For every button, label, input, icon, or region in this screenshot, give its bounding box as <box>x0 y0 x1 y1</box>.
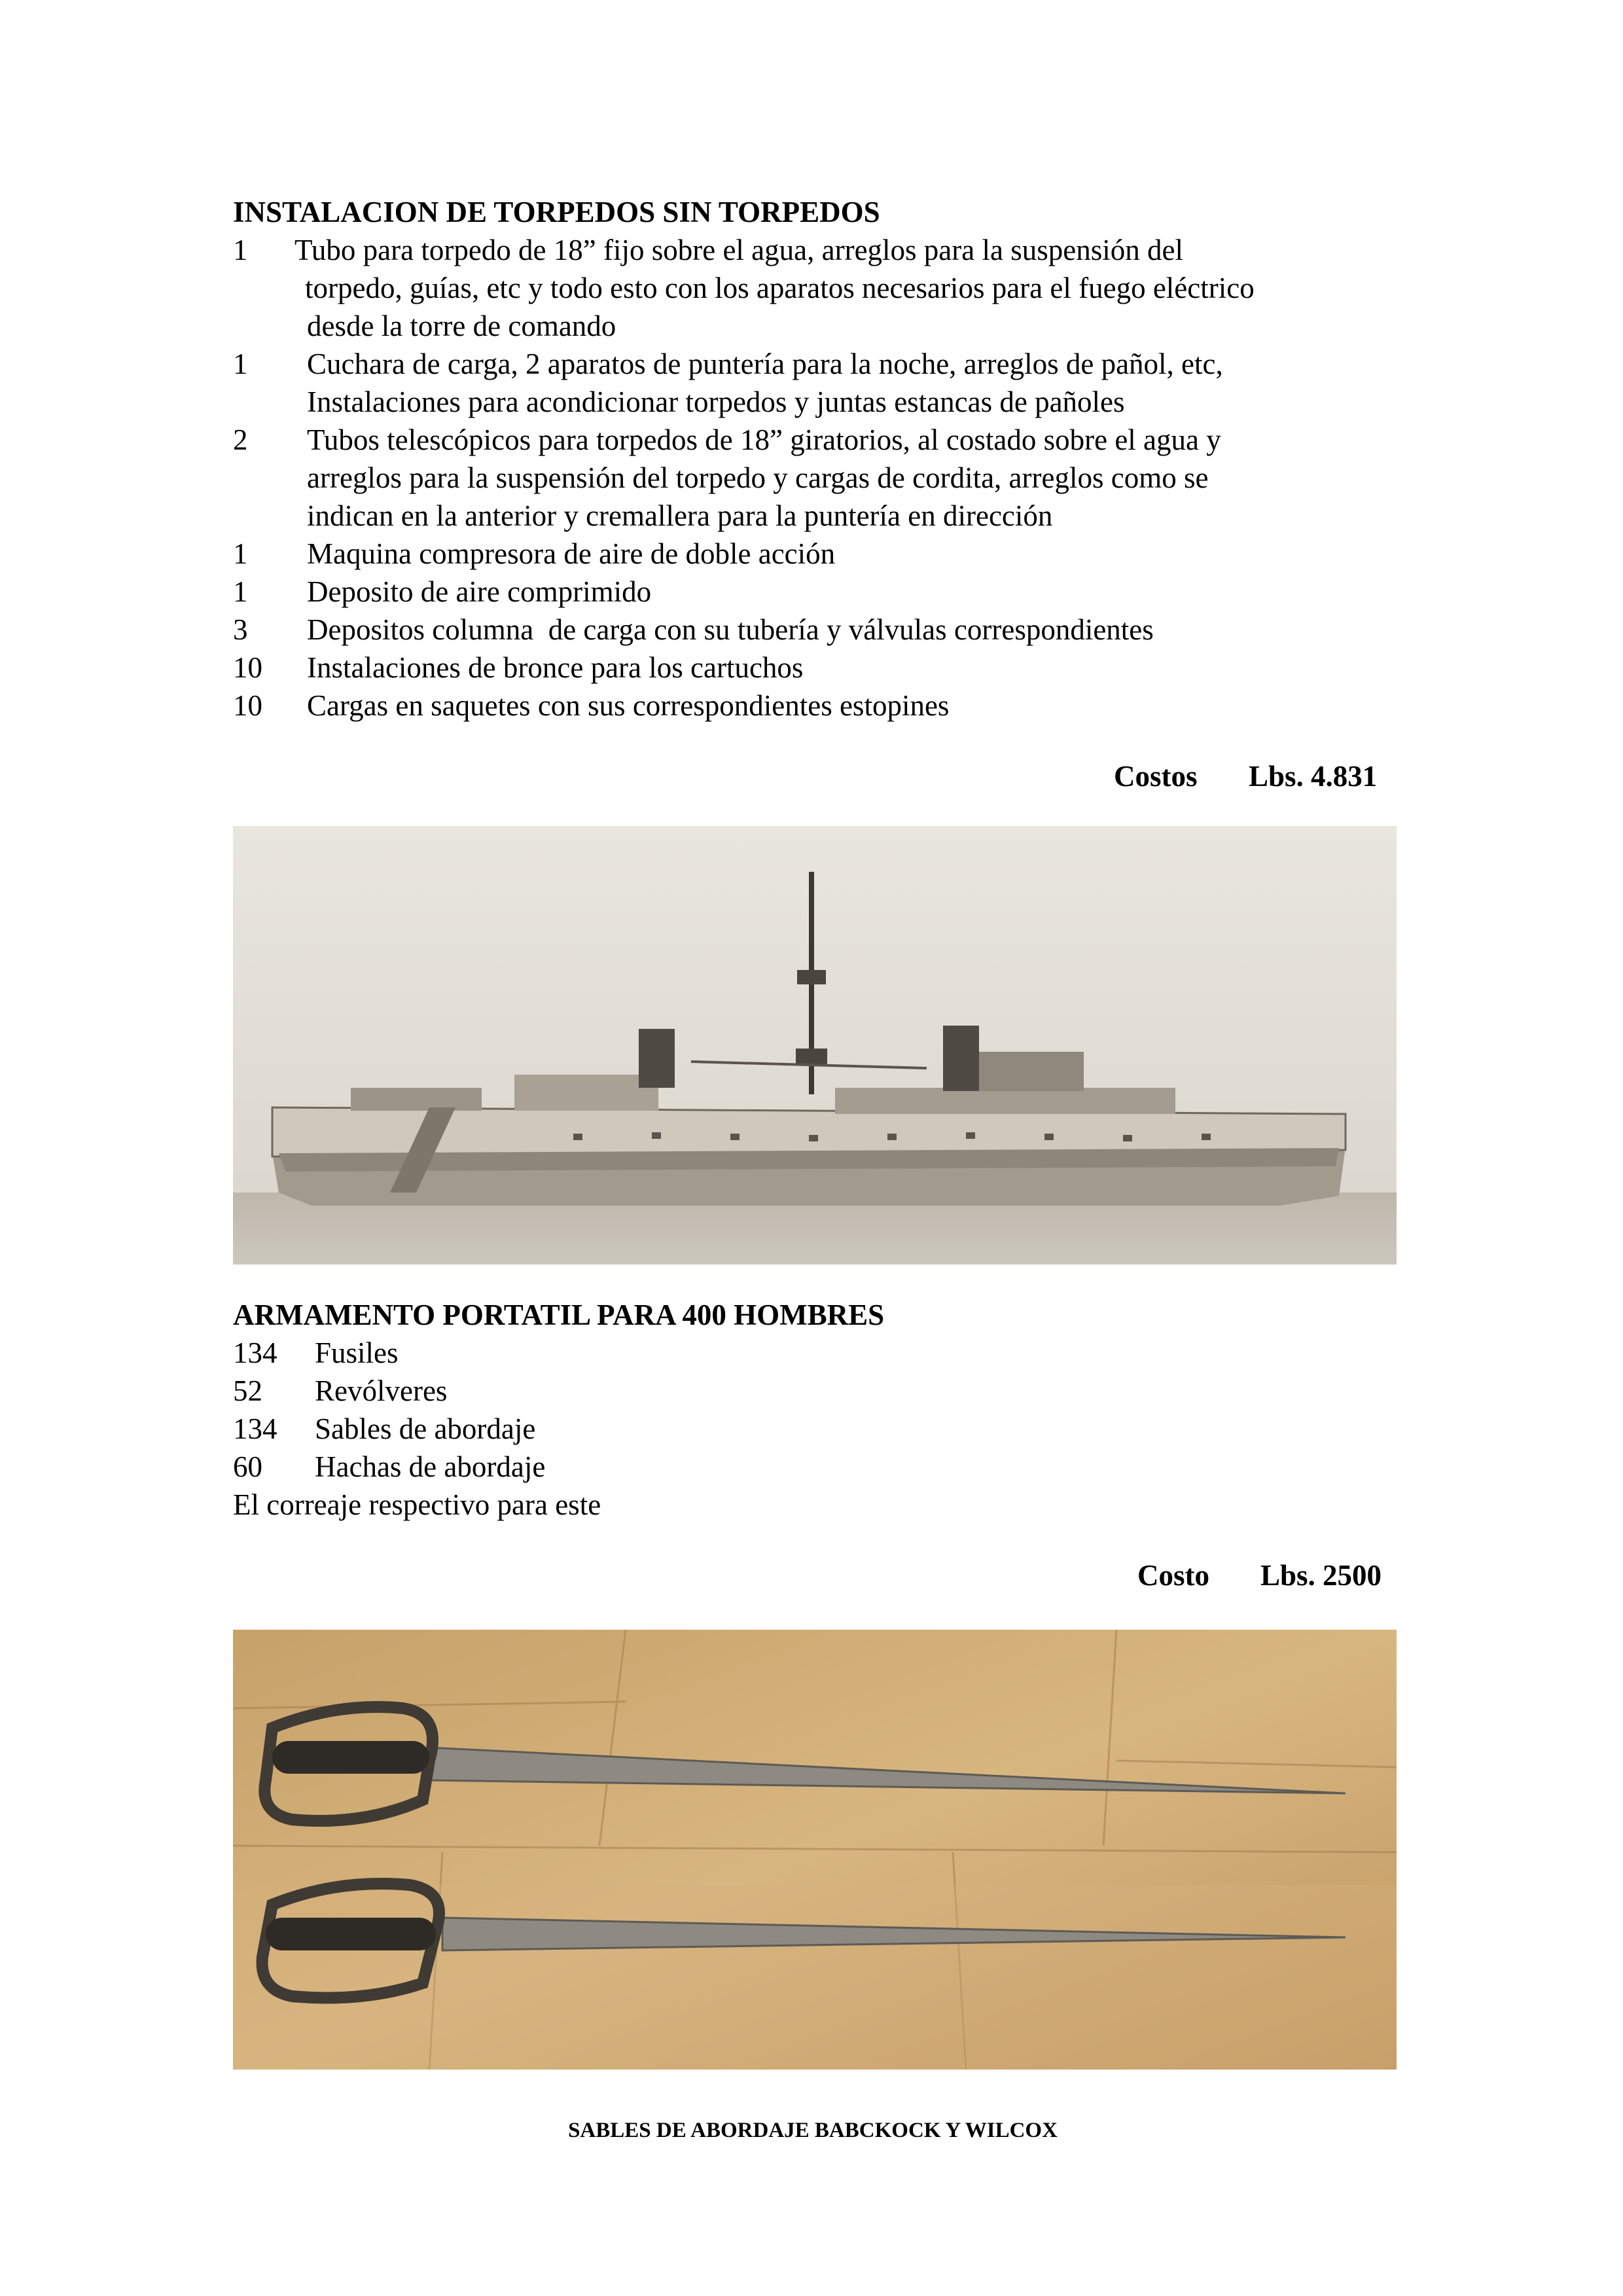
item-text: Cargas en saquetes con sus correspondientes estopines <box>307 689 950 722</box>
item-text: desde la torre de comando <box>307 310 616 342</box>
item-text: Revólveres <box>315 1374 448 1407</box>
item-qty: 60 <box>233 1450 262 1483</box>
cost-value: Lbs. 2500 <box>1260 1559 1382 1592</box>
item-text: arreglos para la suspensión del torpedo y cargas de cordita, arreglos como se <box>307 461 1209 494</box>
item-qty: 1 <box>233 575 248 608</box>
item-text: Depositos columna de carga con su tubería y válvulas correspondientes <box>307 613 1154 646</box>
section-title-armamento: ARMAMENTO PORTATIL PARA 400 HOMBRES <box>233 1299 885 1331</box>
item-text: Instalaciones de bronce para los cartuchos <box>307 651 804 684</box>
battleship-photo <box>233 826 1397 1265</box>
item-text: Hachas de abordaje <box>315 1450 546 1483</box>
arms-note: El correaje respectivo para este <box>233 1488 601 1521</box>
cost-value: Lbs. 4.831 <box>1249 760 1378 793</box>
item-text: Maquina compresora de aire de doble acción <box>307 537 836 570</box>
cost-label: Costos <box>1114 760 1198 793</box>
item-text: Sables de abordaje <box>315 1412 536 1445</box>
cost-label: Costo <box>1137 1559 1209 1592</box>
item-qty: 134 <box>233 1412 277 1445</box>
item-qty: 1 <box>233 537 248 570</box>
item-text: Fusiles <box>315 1336 399 1369</box>
item-qty: 10 <box>233 651 262 684</box>
item-text: Tubos telescópicos para torpedos de 18” giratorios, al costado sobre el agua y <box>307 423 1221 456</box>
item-qty: 1 <box>233 234 248 266</box>
boarding-sabres-photo <box>233 1630 1397 2070</box>
section-title-torpedos: INSTALACION DE TORPEDOS SIN TORPEDOS <box>233 196 880 228</box>
item-qty: 1 <box>233 348 248 380</box>
item-qty: 3 <box>233 613 248 646</box>
item-qty: 10 <box>233 689 262 722</box>
item-qty: 2 <box>233 423 248 456</box>
item-text: torpedo, guías, etc y todo esto con los aparatos necesarios para el fuego eléctrico <box>305 272 1255 304</box>
item-text: indican en la anterior y cremallera para la puntería en dirección <box>307 499 1053 532</box>
item-text: Tubo para torpedo de 18” fijo sobre el agua, arreglos para la suspensión del <box>294 234 1183 266</box>
item-qty: 52 <box>233 1374 262 1407</box>
image-caption: SABLES DE ABORDAJE BABCKOCK Y WILCOX <box>568 2119 1058 2142</box>
item-qty: 134 <box>233 1336 277 1369</box>
item-text: Cuchara de carga, 2 aparatos de puntería para la noche, arreglos de pañol, etc, <box>307 348 1223 380</box>
item-text: Deposito de aire comprimido <box>307 575 652 608</box>
item-text: Instalaciones para acondicionar torpedos y juntas estancas de pañoles <box>307 386 1125 418</box>
